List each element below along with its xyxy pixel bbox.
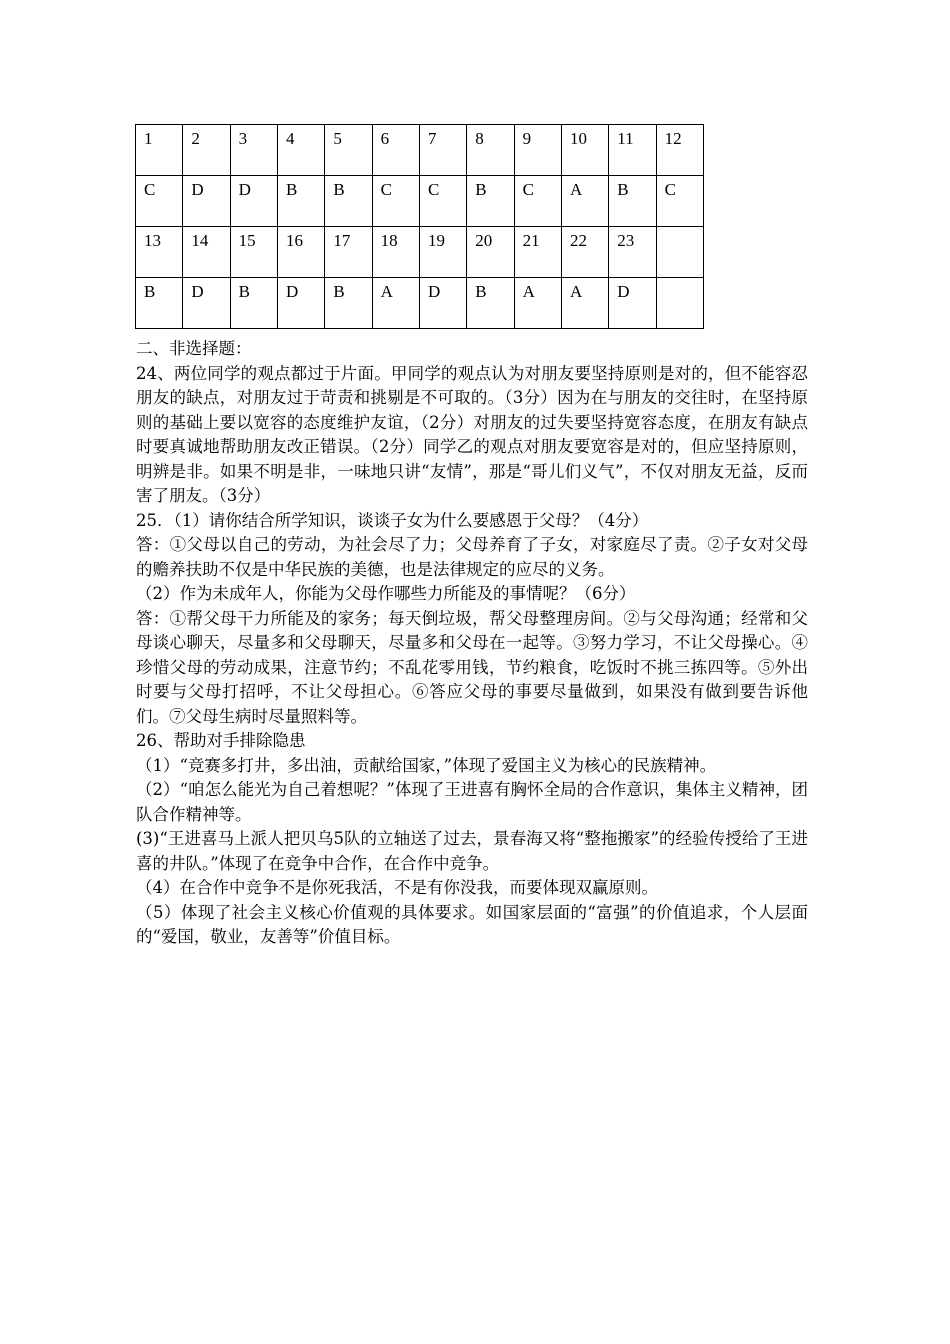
table-cell: 1: [136, 125, 183, 176]
table-cell: 16: [277, 227, 324, 278]
table-cell: 10: [561, 125, 608, 176]
question-24-answer: 24、两位同学的观点都过于片面。甲同学的观点认为对朋友要坚持原则是对的，但不能容忍朋友的缺点，对朋友过于苛责和挑剔是不可取的。（3分）因为在与朋友的交往时，在坚持原则的基础上要以宽容的态度维护友谊，（2分）对朋友的过失要坚持宽容态度，在朋友有缺点时要真诚地帮助朋友改正错误。（2分）同学乙的观点对朋友要宽容是对的，但应坚持原则，明辨是非。如果不明是非，一味地只讲“友情”，那是“哥儿们义气”，不仅对朋友无益，反而害了朋友。（3分）: [136, 363, 808, 505]
table-cell: C: [372, 176, 419, 227]
table-cell: B: [136, 278, 183, 329]
table-cell: 5: [325, 125, 372, 176]
table-cell: C: [136, 176, 183, 227]
table-cell: D: [183, 278, 230, 329]
table-cell: 21: [514, 227, 561, 278]
table-cell: A: [561, 278, 608, 329]
table-cell: 18: [372, 227, 419, 278]
table-row: [136, 227, 704, 278]
table-cell: C: [656, 176, 703, 227]
table-cell: B: [467, 176, 514, 227]
answer-text: [136, 337, 808, 950]
question-25-part-2: （2）作为未成年人，你能为父母作哪些力所能及的事情呢？（6分）: [136, 584, 636, 603]
table-cell: D: [609, 278, 656, 329]
table-cell: D: [277, 278, 324, 329]
question-25-part-1: 25．（1）请你结合所学知识，谈谈子女为什么要感恩于父母？（4分）: [136, 510, 649, 530]
question-25-part-1-answer: 答：①父母以自己的劳动，为社会尽了力；父母养育了子女，对家庭尽了责。②子女对父母的赡养扶助不仅是中华民族的美德，也是法律规定的应尽的义务。: [136, 535, 808, 579]
question-26-point-3: (3)“王进喜马上派人把贝乌5队的立轴送了过去，景春海又将“整拖搬家”的经验传授给了王进喜的井队。”体现了在竞争中合作，在合作中竞争。: [136, 829, 808, 873]
table-cell: 22: [561, 227, 608, 278]
table-cell: 6: [372, 125, 419, 176]
table-cell: 14: [183, 227, 230, 278]
table-cell: B: [277, 176, 324, 227]
table-cell: A: [514, 278, 561, 329]
question-25-part-2-answer: 答：①帮父母干力所能及的家务；每天倒垃圾，帮父母整理房间。②与父母沟通；经常和父母谈心聊天，尽量多和父母聊天，尽量多和父母在一起等。③努力学习，不让父母操心。④珍惜父母的劳动成果，注意节约；不乱花零用钱，节约粮食，吃饭时不挑三拣四等。⑤外出时要与父母打招呼，不让父母担心。⑥答应父母的事要尽量做到，如果没有做到要告诉他们。⑦父母生病时尽量照料等。: [136, 608, 808, 726]
question-26-point-2: （2）“咱怎么能光为自己着想呢？”体现了王进喜有胸怀全局的合作意识，集体主义精神，团队合作精神等。: [136, 780, 808, 824]
table-row: [136, 125, 704, 176]
table-cell: 15: [230, 227, 277, 278]
table-cell: 2: [183, 125, 230, 176]
table-cell: 12: [656, 125, 703, 176]
answer-table-body: [136, 125, 704, 329]
table-cell: 4: [277, 125, 324, 176]
answer-table: [135, 124, 704, 329]
table-cell: 13: [136, 227, 183, 278]
table-cell: B: [467, 278, 514, 329]
section-title: 二、非选择题：: [136, 339, 252, 358]
table-cell: A: [372, 278, 419, 329]
table-cell: 17: [325, 227, 372, 278]
table-cell: [656, 278, 703, 329]
table-cell: 7: [419, 125, 466, 176]
table-cell: C: [514, 176, 561, 227]
table-cell: B: [609, 176, 656, 227]
question-26-point-4: （4）在合作中竞争不是你死我活，不是有你没我，而要体现双赢原则。: [136, 878, 658, 897]
table-cell: 20: [467, 227, 514, 278]
table-cell: 3: [230, 125, 277, 176]
question-26-title: 26、帮助对手排除隐患: [136, 731, 306, 750]
table-cell: 11: [609, 125, 656, 176]
question-26-point-1: （1）“竞赛多打井，多出油，贡献给国家，”体现了爱国主义为核心的民族精神。: [136, 755, 717, 775]
table-row: [136, 176, 704, 227]
table-cell: 9: [514, 125, 561, 176]
table-cell: 23: [609, 227, 656, 278]
table-cell: B: [230, 278, 277, 329]
table-cell: D: [419, 278, 466, 329]
table-cell: C: [419, 176, 466, 227]
table-row: [136, 278, 704, 329]
table-cell: 19: [419, 227, 466, 278]
table-cell: A: [561, 176, 608, 227]
table-cell: [656, 227, 703, 278]
table-cell: B: [325, 176, 372, 227]
question-26-point-5: （5）体现了社会主义核心价值观的具体要求。如国家层面的“富强”的价值追求，个人层面的“爱国，敬业，友善等”价值目标。: [136, 902, 808, 946]
table-cell: 8: [467, 125, 514, 176]
table-cell: B: [325, 278, 372, 329]
table-cell: D: [230, 176, 277, 227]
table-cell: D: [183, 176, 230, 227]
